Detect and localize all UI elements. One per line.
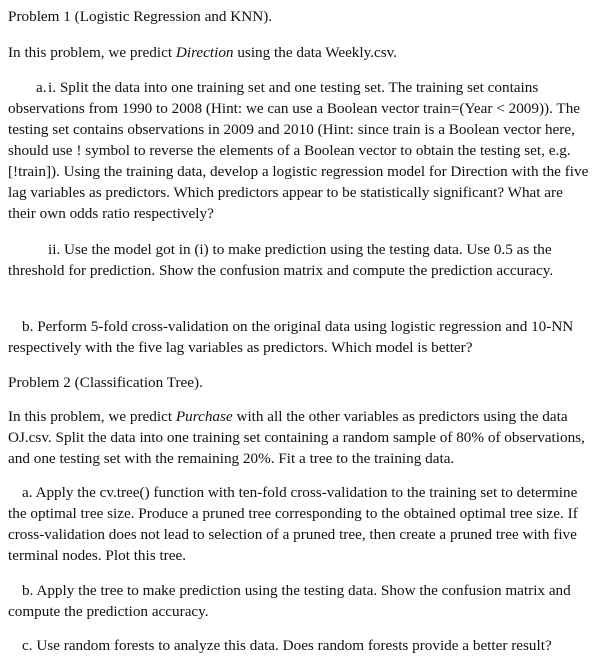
problem1-part-a-i-text: i. Split the data into one training set and one testing set. The training set contains observations from 1990 to 2008 (Hint: we can use a Boolean vector train=(Year < 2009)). The testing set contains observations in 2009 and 2010 (Hint: since train is a Boolean vector here, should use ! symbol to reverse the elements of a Boolean vector to obtain the testing set, e.g. [!train]). Using the training data, develop a logistic regression model for Direction with the five lag variables as predictors. Which predictors appear to be statistically significant? What are their own odds ratio respectively? xyxy=(8,79,589,222)
problem1-intro-post: using the data Weekly.csv. xyxy=(233,44,398,61)
problem2-part-c: c. Use random forests to analyze this data. Does random forests provide a better result? xyxy=(22,637,552,654)
problem1-part-a-i xyxy=(8,77,589,224)
problem1-part-a-label: a. xyxy=(36,79,47,96)
problem1-part-a-ii: ii. Use the model got in (i) to make prediction using the testing data. Use 0.5 as the threshold for prediction. Show the confusion matrix and compute the prediction accuracy. xyxy=(8,241,554,279)
problem2-intro-post: with all the other variables as predictors using the data OJ.csv. Split the data into one training set containing a random sample of 80% of observations, and one testing set with the remaining 20%. Fit a tree to the training data. xyxy=(8,408,585,467)
problem1-intro xyxy=(8,42,589,63)
problem2-part-b: b. Apply the tree to make prediction using the testing data. Show the confusion matrix and compute the prediction accuracy. xyxy=(8,582,571,620)
problem1-title: Problem 1 (Logistic Regression and KNN). xyxy=(8,8,273,25)
problem1-intro-variable: Direction xyxy=(175,44,234,61)
problem2-intro-pre: In this problem, we predict xyxy=(8,408,176,425)
problem2-intro xyxy=(8,406,589,469)
problem1-part-b: b. Perform 5-fold cross-validation on the original data using logistic regression and 10-NN respectively with the five lag variables as predictors. Which model is better? xyxy=(8,318,574,356)
problem1-intro-pre: In this problem, we predict xyxy=(8,44,176,61)
problem2-title: Problem 2 (Classification Tree). xyxy=(8,374,203,391)
problem2-intro-variable: Purchase xyxy=(175,408,233,425)
problem2-part-a: a. Apply the cv.tree() function with ten-fold cross-validation to the training set to determine the optimal tree size. Produce a pruned tree corresponding to the obtained optimal tree size. If cross-validation does not lead to selection of a pruned tree, then create a pruned tree with five terminal nodes. Plot this tree. xyxy=(8,484,578,564)
